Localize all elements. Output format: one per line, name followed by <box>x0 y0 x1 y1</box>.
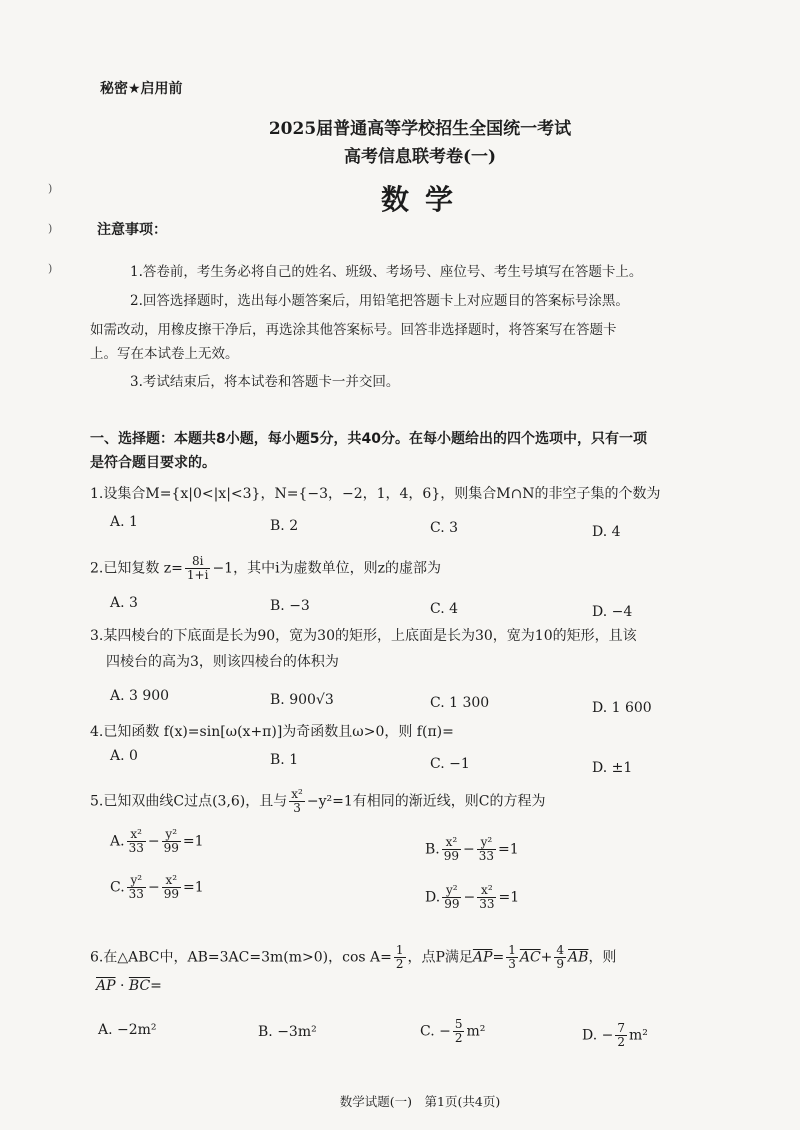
option-fraction <box>477 884 496 911</box>
vector-ac: $\overline{AC}$ <box>519 949 541 966</box>
exam-title: 2025届普通高等学校招生全国统一考试 <box>268 119 572 139</box>
question-2-option-b: B. −3 <box>270 598 310 614</box>
minus-sign: − <box>463 889 476 906</box>
notice-item-2-line1: 2.回答选择题时，选出每小题答案后，用铅笔把答题卡上对应题目的答案标号涂黑。 <box>130 293 629 309</box>
question-1-option-d: D. 4 <box>592 524 621 540</box>
option-label: C. <box>110 879 125 896</box>
option-fraction <box>453 1018 465 1045</box>
minus-sign: − <box>147 879 160 896</box>
fraction-numerator: 5 <box>454 1017 463 1031</box>
question-6-option-d <box>582 1022 648 1049</box>
section-heading <box>90 427 710 475</box>
option-fraction <box>615 1022 627 1049</box>
question-6-option-a: A. −2m² <box>98 1022 157 1038</box>
question-5-option-b <box>425 836 519 863</box>
option-fraction <box>162 874 181 901</box>
fraction-denominator: 33 <box>128 887 144 901</box>
question-5-option-d <box>425 884 519 911</box>
fraction-numerator: x² <box>162 874 181 888</box>
vector-bc: $\overline{BC}$ <box>128 978 151 994</box>
notice-heading: 注意事项： <box>97 222 167 238</box>
fraction-denominator: 33 <box>478 849 495 863</box>
question-4-option-a: A. 0 <box>110 748 138 764</box>
dot-operator: · <box>115 978 129 994</box>
subject-title: 数学 <box>380 183 469 216</box>
question-5-stem <box>90 788 720 815</box>
question-3-option-a: A. 3 900 <box>110 688 170 704</box>
fraction-denominator: 2 <box>617 1035 625 1049</box>
page-footer: 数学试题(一) 第1页(共4页) <box>339 1094 501 1109</box>
plus-sign: + <box>540 949 553 966</box>
question-2-stem-prefix: 2.已知复数 z= <box>90 560 183 577</box>
question-2-option-a: A. 3 <box>110 595 138 611</box>
option-suffix: m² <box>629 1027 648 1044</box>
option-prefix: D. − <box>582 1027 614 1044</box>
fraction-numerator: 8i <box>185 555 211 569</box>
notice-item-2-line2: 如需改动，用橡皮擦干净后，再选涂其他答案标号。回答非选择题时，将答案写在答题卡 <box>90 322 617 338</box>
equals-one: =1 <box>182 833 204 850</box>
question-4-option-b: B. 1 <box>270 752 299 768</box>
question-2-stem <box>90 555 720 582</box>
option-fraction <box>127 874 146 901</box>
binding-mark: ) <box>48 182 53 195</box>
fraction-denominator: 9 <box>556 957 565 971</box>
option-suffix: m² <box>466 1023 486 1040</box>
fraction-denominator: 99 <box>444 897 460 911</box>
exam-subtitle: 高考信息联考卷(一) <box>343 147 497 167</box>
section-heading-line1: 一、选择题：本题共8小题，每小题5分，共40分。在每小题给出的四个选项中，只有一项 <box>90 431 647 447</box>
fraction-numerator: x² <box>442 836 461 850</box>
equals-one: =1 <box>182 879 204 896</box>
question-6-stem-prefix: 6.在△ABC中，AB=3AC=3m(m>0)，cos A= <box>90 949 392 966</box>
fraction-denominator: 2 <box>454 1031 463 1045</box>
option-fraction <box>162 828 181 855</box>
question-3-option-d: D. 1 600 <box>592 700 652 716</box>
question-1-option-a: A. 1 <box>110 514 138 530</box>
fraction-numerator: y² <box>127 874 146 888</box>
fraction-denominator: 1+i <box>186 568 209 582</box>
fraction-denominator: 2 <box>395 957 404 971</box>
fraction-numerator: 7 <box>617 1021 625 1035</box>
secret-label: 秘密★启用前 <box>100 81 183 97</box>
option-label: B. <box>425 841 440 858</box>
fraction-denominator: 3 <box>508 957 516 971</box>
cos-fraction <box>394 944 406 971</box>
equals-one: =1 <box>498 841 519 858</box>
question-6-stem-line2 <box>96 974 726 998</box>
option-fraction <box>442 884 461 911</box>
fraction-numerator: 4 <box>556 943 565 957</box>
question-1-option-c: C. 3 <box>430 520 459 536</box>
fraction-numerator: y² <box>442 884 461 898</box>
fraction-denominator: 99 <box>163 887 179 901</box>
section-heading-line2: 是符合题目要求的。 <box>90 455 216 471</box>
question-5-option-c <box>110 874 204 901</box>
vector-ap: $\overline{AP}$ <box>472 949 493 966</box>
fraction-numerator: x² <box>127 828 146 842</box>
question-4-option-c: C. −1 <box>430 756 470 772</box>
option-prefix: C. − <box>420 1023 451 1040</box>
fraction-denominator: 99 <box>163 841 179 855</box>
fraction-numerator: x² <box>477 884 496 898</box>
option-label: A. <box>110 833 125 850</box>
option-label: D. <box>425 889 441 906</box>
fraction-numerator: y² <box>162 828 181 842</box>
question-2-stem-suffix: −1，其中i为虚数单位，则z的虚部为 <box>212 560 441 577</box>
question-6-option-c <box>420 1018 485 1045</box>
question-3-stem-line1: 3.某四棱台的下底面是长为90，宽为30的矩形，上底面是长为30，宽为10的矩形，且该 <box>90 628 637 644</box>
vector-ap: $\overline{AP}$ <box>96 978 116 994</box>
question-5-option-a <box>110 828 204 855</box>
fraction-denominator: 99 <box>443 849 460 863</box>
fraction-numerator: x² <box>291 787 303 801</box>
binding-mark: ) <box>48 222 53 235</box>
question-3-stem-line2: 四棱台的高为3，则该四棱台的体积为 <box>106 654 339 670</box>
question-5-stem-fraction <box>289 788 305 815</box>
coefficient-fraction <box>554 944 566 971</box>
question-5-stem-suffix: −y²=1有相同的渐近线，则C的方程为 <box>306 793 546 810</box>
question-6-stem-line1 <box>90 944 730 971</box>
equals-sign: = <box>492 949 505 966</box>
question-4-stem: 4.已知函数 f(x)=sin[ω(x+π)]为奇函数且ω>0，则 f(π)= <box>90 724 454 740</box>
vector-ab: $\overline{AB}$ <box>568 949 589 966</box>
question-2-fraction <box>185 555 211 582</box>
binding-mark: ) <box>48 262 53 275</box>
minus-sign: − <box>463 841 475 858</box>
option-fraction <box>127 828 146 855</box>
question-2-option-d: D. −4 <box>592 604 633 620</box>
minus-sign: − <box>147 833 160 850</box>
question-3-option-b: B. 900√3 <box>270 692 334 708</box>
question-4-option-d: D. ±1 <box>592 760 633 776</box>
question-1-option-b: B. 2 <box>270 518 299 534</box>
question-3-option-c: C. 1 300 <box>430 695 490 711</box>
notice-item-3: 3.考试结束后，将本试卷和答题卡一并交回。 <box>130 374 400 390</box>
equals-one: =1 <box>498 889 520 906</box>
notice-item-1: 1.答卷前，考生务必将自己的姓名、班级、考场号、座位号、考生号填写在答题卡上。 <box>130 264 643 280</box>
fraction-numerator: y² <box>477 836 496 850</box>
coefficient-fraction <box>506 944 518 971</box>
fraction-numerator: 1 <box>508 943 516 957</box>
question-1-stem: 1.设集合M={x|0<|x|<3}，N={−3，−2，1，4，6}，则集合M∩N的非空子集的个数为 <box>90 486 661 502</box>
fraction-denominator: 33 <box>128 841 144 855</box>
question-5-stem-prefix: 5.已知双曲线C过点(3,6)，且与 <box>90 793 288 810</box>
notice-item-2-line3: 上。写在本试卷上无效。 <box>90 346 239 362</box>
fraction-numerator: 1 <box>395 943 404 957</box>
option-fraction <box>442 836 461 863</box>
question-2-option-c: C. 4 <box>430 601 459 617</box>
fraction-denominator: 33 <box>479 897 495 911</box>
question-6-stem-end: ，则 <box>588 949 617 966</box>
fraction-denominator: 3 <box>293 801 301 815</box>
option-fraction <box>477 836 496 863</box>
equals-sign: = <box>150 978 162 994</box>
question-6-option-b: B. −3m² <box>258 1024 317 1040</box>
question-6-stem-mid: ，点P满足 <box>407 949 473 966</box>
